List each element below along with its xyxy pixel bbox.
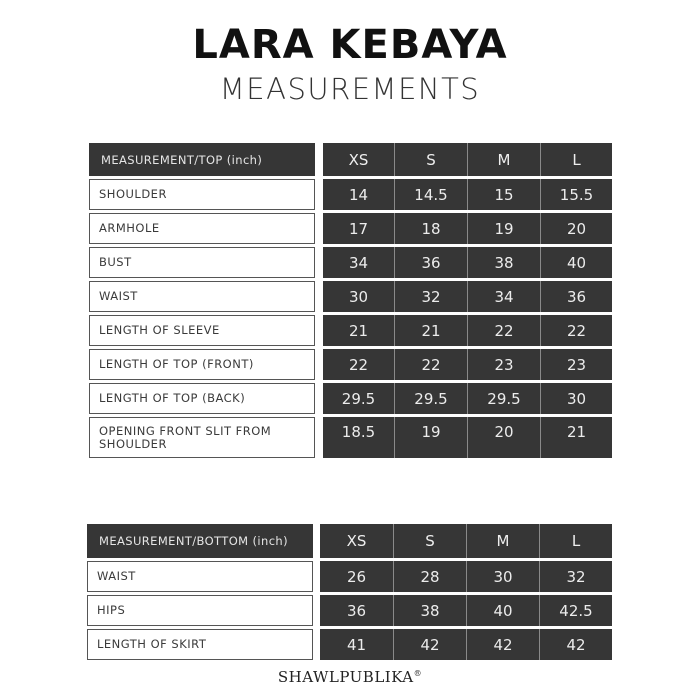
row-label: WAIST xyxy=(87,561,313,592)
value-cell: 15 xyxy=(467,179,540,210)
row-label: OPENING FRONT SLIT FROM SHOULDER xyxy=(89,417,315,458)
table-header-row xyxy=(89,143,612,176)
row-label: LENGTH OF TOP (BACK) xyxy=(89,383,315,414)
table-row xyxy=(89,281,612,312)
value-cell: 21 xyxy=(394,315,467,346)
bottom-table-header: MEASUREMENT/BOTTOM (inch) xyxy=(87,524,313,558)
value-cell: 29.5 xyxy=(323,383,394,414)
brand-logo xyxy=(0,668,700,686)
value-cell: 22 xyxy=(394,349,467,380)
row-label: LENGTH OF TOP (FRONT) xyxy=(89,349,315,380)
size-header-m: M xyxy=(466,524,539,558)
value-cell: 40 xyxy=(466,595,539,626)
value-cell: 21 xyxy=(323,315,394,346)
value-cell: 32 xyxy=(394,281,467,312)
page-title: LARA KEBAYA xyxy=(192,22,508,68)
table-row xyxy=(87,595,612,626)
size-header-s: S xyxy=(394,143,467,176)
table-row xyxy=(89,383,612,414)
table-row xyxy=(87,561,612,592)
brand-name: SHAWLPUBLIKA xyxy=(277,668,414,686)
value-cell: 17 xyxy=(323,213,394,244)
value-cell: 30 xyxy=(323,281,394,312)
value-cell: 30 xyxy=(540,383,612,414)
value-cell: 34 xyxy=(323,247,394,278)
value-cell: 42.5 xyxy=(539,595,612,626)
size-header-xs: XS xyxy=(323,143,394,176)
value-cell: 36 xyxy=(320,595,393,626)
value-cell: 26 xyxy=(320,561,393,592)
value-cell: 23 xyxy=(540,349,612,380)
value-cell: 21 xyxy=(540,417,612,458)
size-header-l: L xyxy=(540,143,612,176)
table-row xyxy=(89,247,612,278)
value-cell: 32 xyxy=(539,561,612,592)
top-measurements-table xyxy=(89,140,612,461)
value-cell: 19 xyxy=(394,417,467,458)
value-cell: 14.5 xyxy=(394,179,467,210)
value-cell: 22 xyxy=(467,315,540,346)
value-cell: 40 xyxy=(540,247,612,278)
value-cell: 19 xyxy=(467,213,540,244)
size-header-m: M xyxy=(467,143,540,176)
table-row xyxy=(89,213,612,244)
row-label: WAIST xyxy=(89,281,315,312)
value-cell: 20 xyxy=(540,213,612,244)
value-cell: 36 xyxy=(540,281,612,312)
value-cell: 18 xyxy=(394,213,467,244)
value-cell: 20 xyxy=(467,417,540,458)
table-row xyxy=(89,349,612,380)
value-cell: 42 xyxy=(539,629,612,660)
table-row xyxy=(89,417,612,458)
value-cell: 34 xyxy=(467,281,540,312)
registered-mark: ® xyxy=(413,669,423,678)
table-header-row xyxy=(87,524,612,558)
row-label: ARMHOLE xyxy=(89,213,315,244)
value-cell: 18.5 xyxy=(323,417,394,458)
value-cell: 28 xyxy=(393,561,466,592)
table-row xyxy=(89,179,612,210)
value-cell: 15.5 xyxy=(540,179,612,210)
value-cell: 38 xyxy=(393,595,466,626)
top-table-header: MEASUREMENT/TOP (inch) xyxy=(89,143,315,176)
row-label: SHOULDER xyxy=(89,179,315,210)
bottom-measurements-table xyxy=(87,521,612,663)
page-subtitle: MEASUREMENTS xyxy=(219,72,481,106)
value-cell: 22 xyxy=(323,349,394,380)
value-cell: 36 xyxy=(394,247,467,278)
value-cell: 22 xyxy=(540,315,612,346)
row-label: BUST xyxy=(89,247,315,278)
size-header-l: L xyxy=(539,524,612,558)
value-cell: 14 xyxy=(323,179,394,210)
row-label: HIPS xyxy=(87,595,313,626)
size-header-s: S xyxy=(393,524,466,558)
value-cell: 29.5 xyxy=(394,383,467,414)
row-label: LENGTH OF SKIRT xyxy=(87,629,313,660)
table-row xyxy=(87,629,612,660)
size-header-xs: XS xyxy=(320,524,393,558)
value-cell: 41 xyxy=(320,629,393,660)
value-cell: 42 xyxy=(393,629,466,660)
value-cell: 38 xyxy=(467,247,540,278)
value-cell: 42 xyxy=(466,629,539,660)
value-cell: 29.5 xyxy=(467,383,540,414)
value-cell: 30 xyxy=(466,561,539,592)
table-row xyxy=(89,315,612,346)
value-cell: 23 xyxy=(467,349,540,380)
row-label: LENGTH OF SLEEVE xyxy=(89,315,315,346)
